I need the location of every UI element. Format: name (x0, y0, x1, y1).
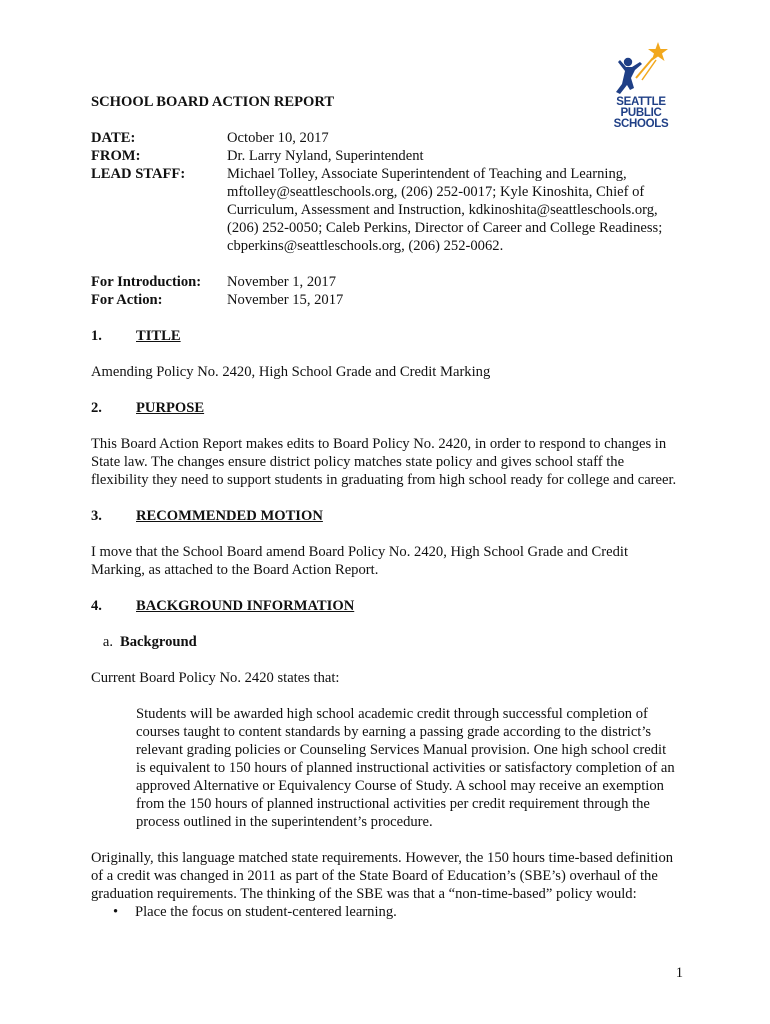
schedule-value: November 1, 2017 (227, 274, 337, 290)
header-label: FROM: (91, 148, 141, 164)
section-number: 2. (91, 400, 102, 416)
section-number: 4. (91, 598, 102, 614)
section-number: 1. (91, 328, 102, 344)
header-value: Dr. Larry Nyland, Superintendent (227, 148, 424, 164)
schedule-introduction (91, 273, 681, 291)
schedule-action (91, 291, 681, 309)
logo-line: PUBLIC (620, 107, 662, 119)
policy-quote: Students will be awarded high school academic credit through successful completion of courses taught to content standards by earning a passing grade according to the district’s relevant grading policies or Counseling Services Manual provision. One high school credit is equivalent to 150 hours of planned instructional activities or satisfactory completion of an approved Alternative or Equivalency Course of Study. A school may receive an exemption from the 150 hours of planned instructional activities per credit requirement through the process outlined in the superintendent’s procedure. (136, 706, 675, 830)
background-intro: Current Board Policy No. 2420 states that: (91, 670, 340, 686)
section-body-recommended-motion: I move that the School Board amend Board Policy No. 2420, High School Grade and Credit Marking, as attached to the Board Action Report. (91, 544, 629, 578)
document-body (91, 93, 681, 921)
section-heading-purpose (91, 399, 681, 417)
page-number: 1 (675, 965, 683, 981)
subsection-heading-background (91, 633, 681, 651)
logo-line: SCHOOLS (613, 118, 669, 130)
header-field-from (91, 147, 681, 165)
schedule-value: November 15, 2017 (227, 292, 344, 308)
header-value: October 10, 2017 (227, 130, 329, 146)
logo-figure-icon (606, 40, 676, 98)
section-label: TITLE (136, 328, 181, 344)
section-label: PURPOSE (136, 400, 205, 416)
subsection-label: Background (120, 634, 197, 650)
header-field-date (91, 129, 681, 147)
header-field-lead-staff (91, 165, 681, 255)
section-heading-recommended-motion (91, 507, 681, 525)
section-label: BACKGROUND INFORMATION (136, 598, 355, 614)
section-heading-title (91, 327, 681, 345)
section-number: 3. (91, 508, 102, 524)
section-body-purpose: This Board Action Report makes edits to Board Policy No. 2420, in order to respond to changes in State law. The changes ensure district policy matches state policy and gives school staff the flexibility they need to support students in graduating from high school ready for college and career. (91, 436, 677, 488)
document-title: SCHOOL BOARD ACTION REPORT (91, 94, 335, 110)
bullet-list (91, 903, 681, 921)
section-heading-background-information (91, 597, 681, 615)
logo-line: SEATTLE (616, 96, 666, 108)
section-body-title: Amending Policy No. 2420, High School Grade and Credit Marking (91, 364, 491, 380)
background-body: Originally, this language matched state requirements. However, the 150 hours time-based definition of a credit was changed in 2011 as part of the State Board of Education’s (SBE’s) overhaul of the graduation requirements. The thinking of the SBE was that a “non-time-based” policy would: (91, 850, 674, 902)
header-value: Michael Tolley, Associate Superintendent of Teaching and Learning, mftolley@seattleschools.org, (206) 252-0017; Kyle Kinoshita, Chief of Curriculum, Assessment and Instruction, kdkinoshita@seattleschools.org, (206) 252-0050; Caleb Perkins, Director of Career and College Readiness; cbperkins@seattleschools.org, (206) 252-0062. (227, 166, 663, 254)
header-label: LEAD STAFF: (91, 166, 186, 182)
section-label: RECOMMENDED MOTION (136, 508, 323, 524)
list-item: • Place the focus on student-centered learning. (113, 903, 681, 921)
header-label: DATE: (91, 130, 136, 146)
subsection-marker: a. (102, 634, 113, 650)
schedule-label: For Introduction: (91, 274, 202, 290)
schedule-label: For Action: (91, 292, 163, 308)
